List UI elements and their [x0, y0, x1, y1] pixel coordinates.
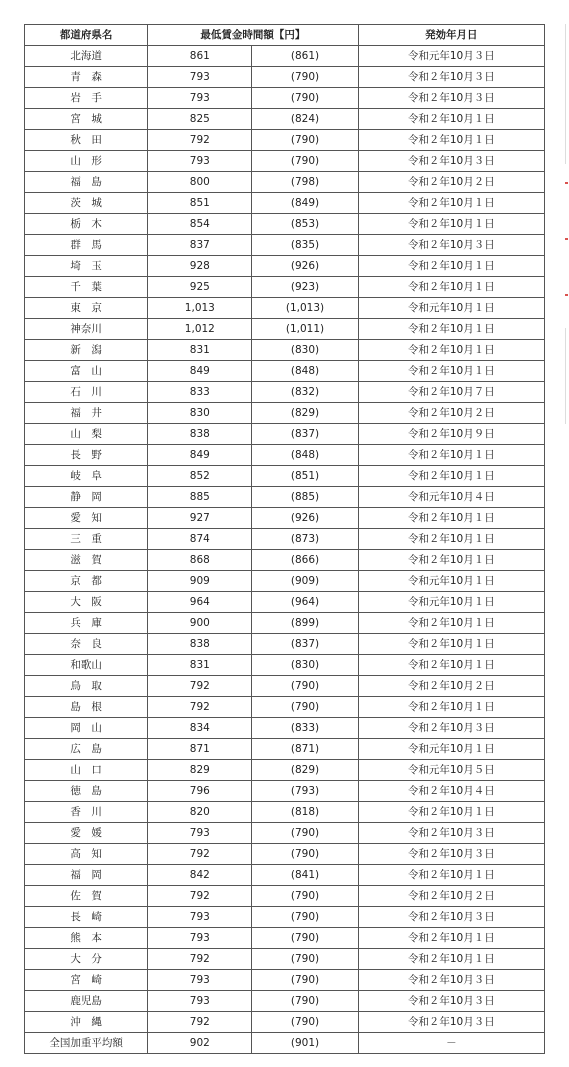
cell-prefecture: 岡 山: [25, 718, 148, 739]
cell-effective-date: 令和２年10月２日: [358, 676, 544, 697]
table-row: [25, 739, 545, 760]
cell-effective-date: 令和２年10月１日: [358, 550, 544, 571]
cell-wage: 851: [148, 193, 252, 214]
table-row: [25, 949, 545, 970]
cell-wage: 849: [148, 445, 252, 466]
cell-prefecture: 高 知: [25, 844, 148, 865]
edge-line: [565, 24, 566, 164]
cell-previous-wage: (899): [252, 613, 358, 634]
cell-wage: 796: [148, 781, 252, 802]
cell-effective-date: 令和元年10月５日: [358, 760, 544, 781]
cell-previous-wage: (837): [252, 424, 358, 445]
cell-effective-date: 令和２年10月１日: [358, 655, 544, 676]
cell-effective-date: 令和２年10月２日: [358, 403, 544, 424]
cell-previous-wage: (926): [252, 508, 358, 529]
cell-previous-wage: (835): [252, 235, 358, 256]
cell-effective-date: 令和２年10月１日: [358, 529, 544, 550]
cell-wage: 927: [148, 508, 252, 529]
table-row: [25, 382, 545, 403]
cell-wage: 861: [148, 46, 252, 67]
header-effective-date: 発効年月日: [358, 25, 544, 46]
cell-wage: 838: [148, 634, 252, 655]
cell-effective-date: －: [358, 1033, 544, 1054]
cell-prefecture: 石 川: [25, 382, 148, 403]
cell-prefecture: 徳 島: [25, 781, 148, 802]
cell-previous-wage: (790): [252, 844, 358, 865]
cell-previous-wage: (829): [252, 760, 358, 781]
cell-prefecture: 宮 城: [25, 109, 148, 130]
table-row: [25, 571, 545, 592]
cell-previous-wage: (848): [252, 361, 358, 382]
cell-wage: 849: [148, 361, 252, 382]
cell-prefecture: 山 梨: [25, 424, 148, 445]
table-row: [25, 802, 545, 823]
cell-wage: 793: [148, 907, 252, 928]
cell-effective-date: 令和元年10月１日: [358, 571, 544, 592]
cell-previous-wage: (837): [252, 634, 358, 655]
edge-marker: [565, 238, 568, 240]
cell-wage: 831: [148, 655, 252, 676]
cell-previous-wage: (790): [252, 130, 358, 151]
cell-prefecture: 埼 玉: [25, 256, 148, 277]
cell-wage: 868: [148, 550, 252, 571]
cell-effective-date: 令和２年10月１日: [358, 319, 544, 340]
table-row: [25, 1012, 545, 1033]
cell-previous-wage: (964): [252, 592, 358, 613]
table-row: [25, 193, 545, 214]
cell-effective-date: 令和２年10月１日: [358, 466, 544, 487]
table-row: [25, 886, 545, 907]
cell-previous-wage: (853): [252, 214, 358, 235]
table-row: [25, 172, 545, 193]
cell-prefecture: 佐 賀: [25, 886, 148, 907]
cell-effective-date: 令和２年10月１日: [358, 928, 544, 949]
cell-previous-wage: (790): [252, 67, 358, 88]
cell-wage: 792: [148, 1012, 252, 1033]
cell-wage: 792: [148, 949, 252, 970]
cell-prefecture: 千 葉: [25, 277, 148, 298]
cell-previous-wage: (832): [252, 382, 358, 403]
cell-prefecture: 山 口: [25, 760, 148, 781]
table-row: [25, 844, 545, 865]
table-row: [25, 487, 545, 508]
cell-wage: 800: [148, 172, 252, 193]
table-row: [25, 466, 545, 487]
cell-wage: 820: [148, 802, 252, 823]
table-row: [25, 403, 545, 424]
cell-wage: 964: [148, 592, 252, 613]
cell-prefecture: 島 根: [25, 697, 148, 718]
table-row: [25, 865, 545, 886]
cell-previous-wage: (923): [252, 277, 358, 298]
cell-wage: 1,012: [148, 319, 252, 340]
table-row: [25, 256, 545, 277]
cell-prefecture: 富 山: [25, 361, 148, 382]
cell-prefecture: 青 森: [25, 67, 148, 88]
cell-prefecture: 山 形: [25, 151, 148, 172]
table-row: [25, 760, 545, 781]
cell-wage: 838: [148, 424, 252, 445]
table-row: [25, 235, 545, 256]
cell-wage: 829: [148, 760, 252, 781]
table-row: [25, 697, 545, 718]
table-row: [25, 88, 545, 109]
cell-previous-wage: (861): [252, 46, 358, 67]
cell-effective-date: 令和２年10月１日: [358, 802, 544, 823]
cell-previous-wage: (790): [252, 928, 358, 949]
cell-wage: 793: [148, 823, 252, 844]
table-row: [25, 634, 545, 655]
cell-prefecture: 滋 賀: [25, 550, 148, 571]
cell-wage: 792: [148, 130, 252, 151]
cell-wage: 871: [148, 739, 252, 760]
cell-prefecture: 鹿児島: [25, 991, 148, 1012]
cell-prefecture: 沖 縄: [25, 1012, 148, 1033]
cell-previous-wage: (790): [252, 1012, 358, 1033]
header-prefecture: 都道府県名: [25, 25, 148, 46]
minimum-wage-table: [24, 24, 545, 1054]
cell-wage: 792: [148, 886, 252, 907]
cell-wage: 831: [148, 340, 252, 361]
table-row: [25, 781, 545, 802]
table-row: [25, 718, 545, 739]
cell-previous-wage: (909): [252, 571, 358, 592]
cell-wage: 1,013: [148, 298, 252, 319]
cell-prefecture: 長 野: [25, 445, 148, 466]
cell-previous-wage: (824): [252, 109, 358, 130]
cell-effective-date: 令和元年10月１日: [358, 739, 544, 760]
cell-previous-wage: (871): [252, 739, 358, 760]
table-row: [25, 928, 545, 949]
cell-prefecture: 新 潟: [25, 340, 148, 361]
cell-effective-date: 令和２年10月７日: [358, 382, 544, 403]
cell-effective-date: 令和２年10月１日: [358, 865, 544, 886]
cell-wage: 902: [148, 1033, 252, 1054]
table-row: [25, 424, 545, 445]
cell-effective-date: 令和２年10月１日: [358, 277, 544, 298]
cell-previous-wage: (866): [252, 550, 358, 571]
cell-prefecture: 兵 庫: [25, 613, 148, 634]
cell-previous-wage: (829): [252, 403, 358, 424]
cell-effective-date: 令和２年10月１日: [358, 445, 544, 466]
cell-prefecture: 大 阪: [25, 592, 148, 613]
cell-effective-date: 令和２年10月２日: [358, 172, 544, 193]
cell-effective-date: 令和２年10月１日: [358, 214, 544, 235]
cell-previous-wage: (793): [252, 781, 358, 802]
edge-line: [565, 328, 566, 424]
table-header-row: [25, 25, 545, 46]
cell-effective-date: 令和２年10月３日: [358, 235, 544, 256]
cell-effective-date: 令和元年10月４日: [358, 487, 544, 508]
table-body: [25, 46, 545, 1054]
cell-previous-wage: (790): [252, 991, 358, 1012]
cell-prefecture: 神奈川: [25, 319, 148, 340]
cell-wage: 909: [148, 571, 252, 592]
cell-wage: 874: [148, 529, 252, 550]
cell-previous-wage: (849): [252, 193, 358, 214]
total-row: [25, 1033, 545, 1054]
cell-prefecture: 秋 田: [25, 130, 148, 151]
cell-effective-date: 令和２年10月１日: [358, 193, 544, 214]
cell-prefecture: 群 馬: [25, 235, 148, 256]
cell-prefecture: 和歌山: [25, 655, 148, 676]
table-row: [25, 151, 545, 172]
cell-prefecture: 長 崎: [25, 907, 148, 928]
edge-marker: [565, 294, 568, 296]
table-row: [25, 550, 545, 571]
cell-prefecture: 全国加重平均額: [25, 1033, 148, 1054]
cell-effective-date: 令和２年10月１日: [358, 949, 544, 970]
cell-prefecture: 広 島: [25, 739, 148, 760]
cell-wage: 900: [148, 613, 252, 634]
table-row: [25, 214, 545, 235]
table-row: [25, 991, 545, 1012]
cell-previous-wage: (1,013): [252, 298, 358, 319]
cell-previous-wage: (833): [252, 718, 358, 739]
cell-effective-date: 令和２年10月３日: [358, 844, 544, 865]
cell-effective-date: 令和２年10月３日: [358, 88, 544, 109]
cell-wage: 793: [148, 67, 252, 88]
cell-previous-wage: (848): [252, 445, 358, 466]
cell-effective-date: 令和２年10月３日: [358, 991, 544, 1012]
cell-effective-date: 令和２年10月９日: [358, 424, 544, 445]
cell-previous-wage: (901): [252, 1033, 358, 1054]
cell-wage: 834: [148, 718, 252, 739]
table-row: [25, 109, 545, 130]
cell-prefecture: 静 岡: [25, 487, 148, 508]
cell-previous-wage: (873): [252, 529, 358, 550]
cell-previous-wage: (830): [252, 340, 358, 361]
cell-wage: 928: [148, 256, 252, 277]
cell-effective-date: 令和２年10月３日: [358, 67, 544, 88]
cell-previous-wage: (926): [252, 256, 358, 277]
cell-previous-wage: (790): [252, 151, 358, 172]
cell-previous-wage: (790): [252, 907, 358, 928]
cell-prefecture: 茨 城: [25, 193, 148, 214]
cell-wage: 852: [148, 466, 252, 487]
right-edge-decoration: [563, 24, 569, 424]
cell-effective-date: 令和２年10月１日: [358, 613, 544, 634]
cell-prefecture: 愛 知: [25, 508, 148, 529]
cell-wage: 842: [148, 865, 252, 886]
cell-prefecture: 岐 阜: [25, 466, 148, 487]
cell-effective-date: 令和２年10月３日: [358, 823, 544, 844]
cell-effective-date: 令和２年10月３日: [358, 1012, 544, 1033]
table-row: [25, 907, 545, 928]
cell-effective-date: 令和２年10月４日: [358, 781, 544, 802]
table-row: [25, 823, 545, 844]
cell-effective-date: 令和２年10月３日: [358, 151, 544, 172]
cell-previous-wage: (790): [252, 697, 358, 718]
table-row: [25, 676, 545, 697]
cell-prefecture: 福 井: [25, 403, 148, 424]
table-row: [25, 319, 545, 340]
table-row: [25, 592, 545, 613]
edge-marker: [565, 182, 568, 184]
cell-wage: 833: [148, 382, 252, 403]
cell-previous-wage: (818): [252, 802, 358, 823]
table-row: [25, 298, 545, 319]
cell-wage: 885: [148, 487, 252, 508]
cell-effective-date: 令和２年10月１日: [358, 340, 544, 361]
cell-previous-wage: (790): [252, 88, 358, 109]
cell-previous-wage: (841): [252, 865, 358, 886]
table-row: [25, 655, 545, 676]
cell-wage: 854: [148, 214, 252, 235]
cell-effective-date: 令和２年10月１日: [358, 361, 544, 382]
cell-prefecture: 栃 木: [25, 214, 148, 235]
table-row: [25, 445, 545, 466]
cell-prefecture: 岩 手: [25, 88, 148, 109]
cell-wage: 837: [148, 235, 252, 256]
cell-effective-date: 令和２年10月１日: [358, 109, 544, 130]
cell-prefecture: 愛 媛: [25, 823, 148, 844]
table-row: [25, 361, 545, 382]
table-row: [25, 970, 545, 991]
header-wage: 最低賃金時間額【円】: [148, 25, 358, 46]
cell-effective-date: 令和元年10月１日: [358, 592, 544, 613]
cell-prefecture: 大 分: [25, 949, 148, 970]
cell-wage: 792: [148, 676, 252, 697]
cell-wage: 793: [148, 88, 252, 109]
cell-previous-wage: (851): [252, 466, 358, 487]
cell-prefecture: 北海道: [25, 46, 148, 67]
cell-prefecture: 福 岡: [25, 865, 148, 886]
cell-previous-wage: (790): [252, 823, 358, 844]
cell-wage: 793: [148, 970, 252, 991]
cell-wage: 792: [148, 697, 252, 718]
cell-wage: 793: [148, 991, 252, 1012]
cell-effective-date: 令和２年10月１日: [358, 256, 544, 277]
cell-prefecture: 三 重: [25, 529, 148, 550]
table-row: [25, 613, 545, 634]
cell-effective-date: 令和２年10月１日: [358, 697, 544, 718]
table-row: [25, 46, 545, 67]
cell-wage: 925: [148, 277, 252, 298]
cell-previous-wage: (830): [252, 655, 358, 676]
cell-previous-wage: (790): [252, 886, 358, 907]
cell-effective-date: 令和２年10月１日: [358, 634, 544, 655]
cell-prefecture: 京 都: [25, 571, 148, 592]
cell-previous-wage: (790): [252, 676, 358, 697]
table-row: [25, 130, 545, 151]
cell-effective-date: 令和元年10月３日: [358, 46, 544, 67]
cell-prefecture: 熊 本: [25, 928, 148, 949]
cell-prefecture: 鳥 取: [25, 676, 148, 697]
cell-previous-wage: (790): [252, 949, 358, 970]
cell-wage: 830: [148, 403, 252, 424]
table-row: [25, 67, 545, 88]
cell-effective-date: 令和２年10月３日: [358, 718, 544, 739]
table-row: [25, 529, 545, 550]
cell-wage: 793: [148, 151, 252, 172]
table-row: [25, 340, 545, 361]
cell-prefecture: 福 島: [25, 172, 148, 193]
cell-effective-date: 令和２年10月２日: [358, 886, 544, 907]
cell-prefecture: 奈 良: [25, 634, 148, 655]
cell-previous-wage: (790): [252, 970, 358, 991]
cell-prefecture: 東 京: [25, 298, 148, 319]
cell-effective-date: 令和２年10月３日: [358, 907, 544, 928]
cell-effective-date: 令和元年10月１日: [358, 298, 544, 319]
cell-previous-wage: (798): [252, 172, 358, 193]
cell-effective-date: 令和２年10月１日: [358, 130, 544, 151]
cell-effective-date: 令和２年10月３日: [358, 970, 544, 991]
cell-effective-date: 令和２年10月１日: [358, 508, 544, 529]
cell-wage: 792: [148, 844, 252, 865]
cell-prefecture: 宮 崎: [25, 970, 148, 991]
cell-wage: 825: [148, 109, 252, 130]
table-row: [25, 508, 545, 529]
cell-previous-wage: (885): [252, 487, 358, 508]
table-row: [25, 277, 545, 298]
cell-prefecture: 香 川: [25, 802, 148, 823]
cell-wage: 793: [148, 928, 252, 949]
cell-previous-wage: (1,011): [252, 319, 358, 340]
